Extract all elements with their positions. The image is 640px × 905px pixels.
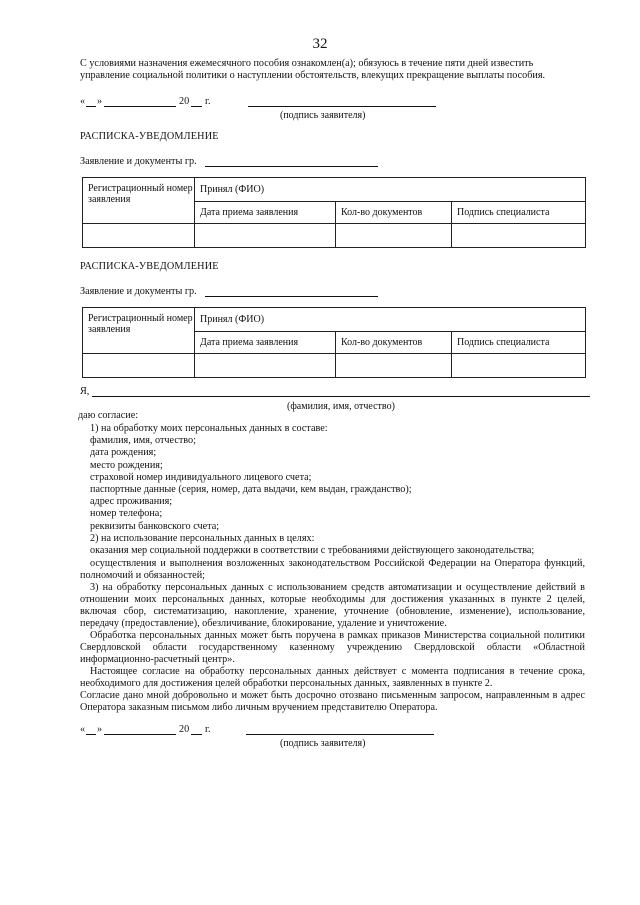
validity-paragraph: Настоящее согласие на обработку персональных данных действует с момента подписания в течение срока, необходимого для достижения целей обработки персональных данных, заявленных в пункте 2. [80,666,585,689]
item2-purpose-b: осуществления и выполнения возложенных законодательством Российской Федерации на Оператора функций, полномочий и обязанностей; [80,558,585,581]
consent-item1 [90,423,586,557]
item2-purpose-a: оказания мер социальной поддержки в соответствии с требованиями действующего законодательства; [90,545,535,557]
date-quote-open: « [80,724,86,735]
intro-paragraph: С условиями назначения ежемесячного пособия ознакомлен(а); обязуюсь в течение пяти дней известить управление социальной политики о наступлении обстоятельств, влекущих прекращение выплаты пособия. [80,58,546,81]
reg-number-header-1: Регистрационный номер заявления [83,178,195,224]
day-blank[interactable] [86,106,96,107]
col-count-2: Кол-во документов [336,332,452,354]
signature-blank[interactable] [248,106,436,107]
processing-paragraph: Обработка персональных данных может быть поручена в рамках приказов Министерства социальной политики Свердловской области государственному казенному учреждению Свердловской области «Областной информационно-расчетный центр». [80,630,585,665]
year-suffix: г. [205,724,211,735]
date-cell-1[interactable] [195,224,336,248]
signature-caption: (подпись заявителя) [280,110,366,121]
applicant-name-blank-2[interactable] [205,296,378,297]
item1-list-item: адрес проживания; [90,496,173,508]
item1-list-item: паспортные данные (серия, номер, дата выдачи, кем выдан, гражданство); [90,484,412,496]
signature-cell-1[interactable] [452,224,586,248]
signature-blank[interactable] [246,734,434,735]
i-label: Я, [80,386,90,397]
col-count-1: Кол-во документов [336,202,452,224]
month-blank[interactable] [104,734,176,735]
year-blank[interactable] [191,106,202,107]
documents-label-2: Заявление и документы гр. [80,286,197,297]
count-cell-1[interactable] [336,224,452,248]
reg-number-header-2: Регистрационный номер заявления [83,308,195,354]
date-quote-open: « [80,96,86,107]
signature-cell-2[interactable] [452,354,586,378]
year-blank[interactable] [191,734,202,735]
col-signature-1: Подпись специалиста [452,202,586,224]
item1-list-item: место рождения; [90,459,163,471]
item3-paragraph: 3) на обработку персональных данных с использованием средств автоматизации и осуществление действий в отношении моих персональных данных, которые необходимы для достижения указанных в пункте 2 целей, включая сбор, систематизацию, накопление, хранение, уточнение (обновление, изменение), использование, передачу (предоставление), обезличивание, блокирование, удаление и уничтожение. [80,582,585,629]
year-prefix: 20 [179,724,190,735]
item1-list-item: дата рождения; [90,447,157,459]
col-date-2: Дата приема заявления [195,332,336,354]
page-number: 32 [312,36,328,52]
item1-list-item: страховой номер индивидуального лицевого счета; [90,471,312,483]
month-blank[interactable] [104,106,176,107]
receipt-title-1: РАСПИСКА-УВЕДОМЛЕНИЕ [80,131,219,142]
count-cell-2[interactable] [336,354,452,378]
reg-number-cell-2[interactable] [83,354,195,378]
signature-caption: (подпись заявителя) [280,738,366,749]
accepted-header-2: Принял (ФИО) [195,308,586,332]
col-signature-2: Подпись специалиста [452,332,586,354]
year-suffix: г. [205,96,211,107]
date-quote-close: » [97,96,103,107]
registration-table-2 [82,307,586,378]
date-quote-close: » [97,724,103,735]
item1-list-item: фамилия, имя, отчество; [90,435,196,447]
give-consent-label: даю согласие: [78,410,139,421]
day-blank[interactable] [86,734,96,735]
documents-label-1: Заявление и документы гр. [80,156,197,167]
item2-title: 2) на использование персональных данных в целях: [90,532,315,544]
applicant-name-blank-1[interactable] [205,166,378,167]
full-name-caption: (фамилия, имя, отчество) [287,401,395,412]
item1-title: 1) на обработку моих персональных данных в составе: [90,423,328,434]
item1-list-item: номер телефона; [90,508,163,520]
full-name-blank[interactable] [92,396,590,397]
revocation-paragraph: Согласие дано мной добровольно и может быть досрочно отозвано письменным запросом, направленным в адрес Оператора заказным письмом либо личным вручением представителю Оператора. [80,690,585,713]
item1-list-item: реквизиты банковского счета; [90,520,220,532]
date-cell-2[interactable] [195,354,336,378]
registration-table-1 [82,177,586,248]
accepted-header-1: Принял (ФИО) [195,178,586,202]
receipt-title-2: РАСПИСКА-УВЕДОМЛЕНИЕ [80,261,219,272]
col-date-1: Дата приема заявления [195,202,336,224]
reg-number-cell-1[interactable] [83,224,195,248]
year-prefix: 20 [179,96,190,107]
